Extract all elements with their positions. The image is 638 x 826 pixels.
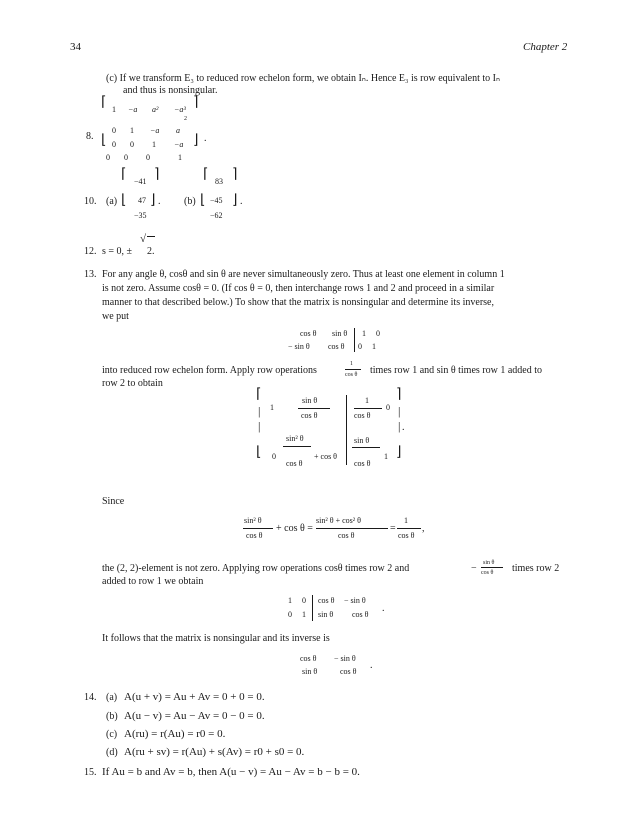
m8-r2c2: 1 [130, 126, 134, 135]
m8-r2c1: 0 [112, 126, 116, 135]
chapter-heading: Chapter 2 [523, 41, 568, 53]
bracket-right-mid: | [398, 404, 401, 418]
p13-line2: is not zero. Assume cosθ = 0. (If cos θ = 0, then interchange rows 1 and 2 and proceed in a similar [102, 283, 495, 294]
eq-f2-num: sin² θ + cos² θ [316, 516, 361, 525]
problem-12-text: s = 0, ± [102, 246, 133, 257]
aug2-divider [346, 395, 347, 465]
bracket-top-right: ⌉ [193, 95, 199, 110]
aug3-end: . [382, 603, 385, 614]
ops1-line2: row 2 to obtain [102, 378, 163, 389]
eq-f1-bar [243, 528, 273, 529]
problem-10-label: 10. [84, 196, 97, 207]
bracket-top-left: ⌈ [256, 387, 262, 402]
m8-r4c3: 0 [146, 153, 150, 162]
m8-r3c1: 0 [112, 140, 116, 149]
bracket-right-mid2: | [398, 419, 401, 433]
aug1-r1c1: cos θ [300, 329, 317, 338]
v10a-1: 47 [138, 196, 146, 205]
ops2-frac-num: sin θ [483, 560, 495, 566]
p14c-text: A(ru) = r(Au) = r0 = 0. [124, 728, 226, 740]
ops1-frac-den: cos θ [345, 372, 358, 378]
aug2-r2c2-plus: + cos θ [314, 452, 338, 461]
m8-r3c2: 0 [130, 140, 134, 149]
v10a-end: . [158, 196, 161, 207]
m8-r4c1: 0 [106, 153, 110, 162]
eq-f2-bar [316, 528, 388, 529]
eq-f3-num: 1 [404, 516, 408, 525]
aug2-r1c3-num: 1 [365, 396, 369, 405]
problem-8-label: 8. [86, 131, 94, 142]
bracket-bottom-right: ⌋ [396, 445, 402, 460]
bracket-bottom-right: ⌋ [193, 133, 199, 148]
m8-r3c4: −a [174, 140, 184, 149]
aug3-r2c4: cos θ [352, 610, 369, 619]
m8-r3c3: 1 [152, 140, 156, 149]
page-number: 34 [70, 41, 81, 53]
ops2-minus: − [471, 563, 477, 574]
bracket-top-left: ⌈ [121, 167, 127, 182]
aug1-r1c3: 1 [362, 329, 366, 338]
aug2-end: . [402, 422, 405, 433]
p14a-text: A(u + v) = Au + Av = 0 + 0 = 0. [124, 691, 265, 703]
aug3-r1c4: − sin θ [344, 596, 366, 605]
v10a-2: −35 [134, 211, 147, 220]
bracket-top-right: ⌉ [154, 167, 160, 182]
m8-r4c4: 1 [178, 153, 182, 162]
p14b-text: A(u − v) = Au − Av = 0 − 0 = 0. [124, 710, 265, 722]
eq-end: , [422, 523, 425, 534]
problem-12-label: 12. [84, 246, 97, 257]
aug3-r1c3: cos θ [318, 596, 335, 605]
inv-r2c2: cos θ [340, 667, 357, 676]
inv-r1c1: cos θ [300, 654, 317, 663]
part-c-line1: (c) If we transform E₃ to reduced row echelon form, we obtain Iₙ. Hence E₃ is row equivalent to Iₙ [106, 73, 500, 84]
problem-15-text: If Au = b and Av = b, then A(u − v) = Au − Av = b − b = 0. [102, 766, 360, 778]
eq-f3-bar [397, 528, 421, 529]
follows-text: It follows that the matrix is nonsingular and its inverse is [102, 633, 330, 644]
aug2-r1c2-num: sin θ [302, 396, 318, 405]
p13-line3: manner to that described below.) To show that the matrix is nonsingular and determine its inverse, [102, 297, 494, 308]
eq-f2-den: cos θ [338, 531, 355, 540]
p14a-tag: (a) [106, 692, 118, 703]
p14b-tag: (b) [106, 711, 118, 722]
aug3-r1c2: 0 [302, 596, 306, 605]
bracket-bottom-right: ⌋ [150, 193, 156, 208]
inv-r1c2: − sin θ [334, 654, 356, 663]
aug1-divider [354, 328, 355, 352]
m8-r1c4: −a³ [174, 105, 186, 114]
bracket-bottom-left: ⌊ [101, 133, 107, 148]
radical-bar [147, 236, 155, 237]
m8-r1c1: 1 [112, 105, 116, 114]
aug3-divider [312, 595, 313, 621]
aug3-r2c3: sin θ [318, 610, 334, 619]
v10b-0: 83 [215, 177, 223, 186]
radical-icon: √ [140, 233, 147, 245]
aug2-r1c1: 1 [270, 403, 274, 412]
problem-14-label: 14. [84, 692, 97, 703]
bracket-top-left: ⌈ [101, 95, 107, 110]
problem-10b-label: (b) [184, 196, 196, 207]
aug2-r1c2-den: cos θ [301, 411, 318, 420]
v10b-1: −45 [210, 196, 223, 205]
aug1-r1c2: sin θ [332, 329, 348, 338]
m8-r2c4: a [176, 126, 180, 135]
problem-13-label: 13. [84, 269, 97, 280]
m8-r1c2: −a [128, 105, 138, 114]
aug2-r1c4: 0 [386, 403, 390, 412]
bracket-bottom-left: ⌊ [200, 193, 206, 208]
ops2-frac-bar [481, 567, 503, 568]
m8-r2c3: −a [150, 126, 160, 135]
v10b-2: −62 [210, 211, 223, 220]
aug2-r1c2-bar [298, 408, 330, 409]
aug2-r2c2-num: sin² θ [286, 434, 304, 443]
ops1-pre: into reduced row echelon form. Apply row operations [102, 365, 317, 376]
aug2-r2c3-bar [352, 447, 380, 448]
aug2-r2c3-num: sin θ [354, 436, 370, 445]
p14c-tag: (c) [106, 729, 118, 740]
aug1-r2c2: cos θ [328, 342, 345, 351]
aug3-r2c1: 0 [288, 610, 292, 619]
m8-r1c3: a² [152, 105, 159, 114]
aug1-r2c4: 1 [372, 342, 376, 351]
part-c-line2: and thus is nonsingular. [123, 85, 218, 96]
ops2-pre: the (2, 2)-element is not zero. Applying row operations cosθ times row 2 and [102, 563, 410, 574]
m8-r4c2: 0 [124, 153, 128, 162]
aug3-r2c2: 1 [302, 610, 306, 619]
eq-f3-den: cos θ [398, 531, 415, 540]
aug2-r1c3-bar [354, 408, 382, 409]
m8-end: . [204, 133, 207, 144]
eq-f1-den: cos θ [246, 531, 263, 540]
aug2-r2c2-den: cos θ [286, 459, 303, 468]
since-text: Since [102, 496, 125, 507]
bracket-top-right: ⌉ [232, 167, 238, 182]
eq-plus: + cos θ = [276, 523, 313, 534]
aug2-r2c1: 0 [272, 452, 276, 461]
ops2-line2: added to row 1 we obtain [102, 576, 204, 587]
p13-line4: we put [102, 311, 129, 322]
aug2-r2c3-den: cos θ [354, 459, 371, 468]
ops1-frac-num: 1 [350, 361, 353, 367]
ops1-frac-bar [345, 369, 361, 370]
ops2-frac-den: cos θ [481, 570, 494, 576]
bracket-top-left: ⌈ [203, 167, 209, 182]
m8-stray-sup: 2 [184, 116, 187, 122]
aug2-r2c4: 1 [384, 452, 388, 461]
aug3-r1c1: 1 [288, 596, 292, 605]
ops2-post: times row 2 [512, 563, 560, 574]
inv-r2c1: sin θ [302, 667, 318, 676]
problem-15-label: 15. [84, 767, 97, 778]
v10b-end: . [240, 196, 243, 207]
aug1-r2c3: 0 [358, 342, 362, 351]
ops1-post: times row 1 and sin θ times row 1 added to [370, 365, 542, 376]
bracket-left-mid: | [258, 404, 261, 418]
bracket-bottom-left: ⌊ [256, 445, 262, 460]
eq-equals: = [390, 523, 396, 534]
aug2-r2c2-bar [283, 446, 311, 447]
aug1-r2c1: − sin θ [288, 342, 310, 351]
problem-10a-label: (a) [106, 196, 118, 207]
bracket-bottom-left: ⌊ [121, 193, 127, 208]
aug2-r1c3-den: cos θ [354, 411, 371, 420]
p14d-tag: (d) [106, 747, 118, 758]
aug1-r1c4: 0 [376, 329, 380, 338]
problem-12-radicand: 2. [147, 246, 155, 257]
bracket-top-right: ⌉ [396, 387, 402, 402]
eq-f1-num: sin² θ [244, 516, 262, 525]
p14d-text: A(ru + sv) = r(Au) + s(Av) = r0 + s0 = 0. [124, 746, 305, 758]
v10a-0: −41 [134, 177, 147, 186]
p13-line1: For any angle θ, cosθ and sin θ are never simultaneously zero. Thus at least one element in column 1 [102, 269, 505, 280]
bracket-bottom-right: ⌋ [232, 193, 238, 208]
bracket-left-mid2: | [258, 419, 261, 433]
inv-end: . [370, 660, 373, 671]
